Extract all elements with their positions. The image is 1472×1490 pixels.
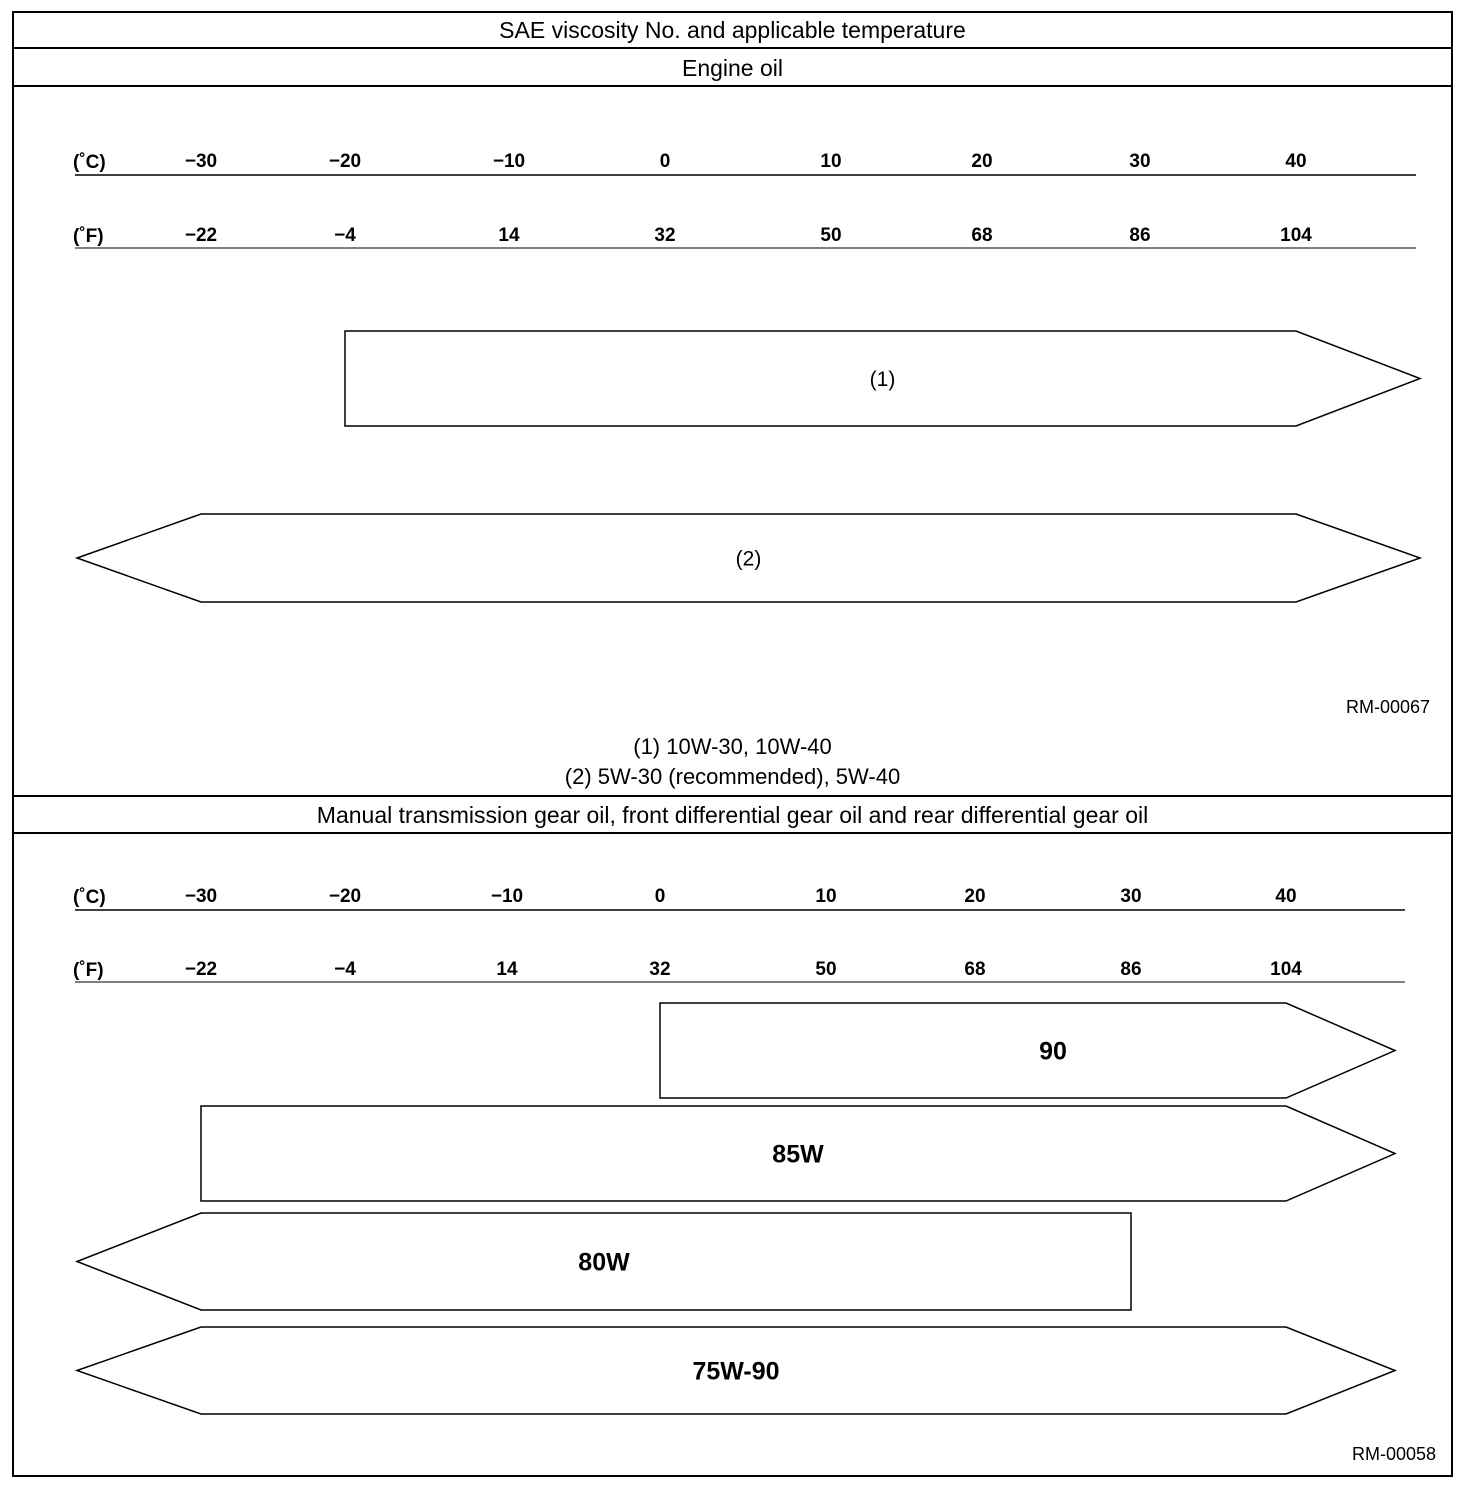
engine-celsius-tick-label: 10 <box>820 151 842 172</box>
divider <box>12 832 1453 834</box>
gear-viscosity-band <box>660 1003 1395 1098</box>
engine-fahrenheit-unit-label: (˚F) <box>73 226 104 247</box>
gear-celsius-tick-label: 40 <box>1275 886 1297 907</box>
gear-fahrenheit-tick-label: 104 <box>1270 959 1302 980</box>
engine-band-label: (1) <box>869 367 896 391</box>
engine-fahrenheit-tick-label: −22 <box>184 225 218 246</box>
engine-celsius-tick-label: 30 <box>1129 151 1151 172</box>
gear-fahrenheit-tick-label: 14 <box>496 959 518 980</box>
engine-oil-title: Engine oil <box>681 55 784 81</box>
engine-temperature-scale <box>73 151 1416 248</box>
gear-band-label: 80W <box>578 1248 630 1277</box>
gear-band-label: 75W-90 <box>692 1357 780 1386</box>
gear-fahrenheit-tick-label: 68 <box>964 959 986 980</box>
engine-celsius-tick-label: 20 <box>971 151 993 172</box>
gear-celsius-unit-label: (˚C) <box>73 887 106 908</box>
gear-fahrenheit-tick-label: −4 <box>334 959 356 980</box>
engine-fahrenheit-tick-label: 104 <box>1280 225 1312 246</box>
engine-fahrenheit-tick-label: 14 <box>498 225 520 246</box>
table-title: SAE viscosity No. and applicable temperature <box>499 17 966 43</box>
gear-fahrenheit-tick-label: −22 <box>184 959 218 980</box>
engine-fahrenheit-tick-label: −4 <box>334 225 356 246</box>
gear-band-label: 90 <box>1039 1037 1067 1066</box>
gear-celsius-tick-label: −20 <box>328 886 362 907</box>
engine-celsius-tick-label: −20 <box>328 151 362 172</box>
engine-celsius-tick-label: 40 <box>1285 151 1307 172</box>
gear-fahrenheit-tick-label: 50 <box>815 959 837 980</box>
gear-fahrenheit-tick-label: 86 <box>1120 959 1142 980</box>
gear-fahrenheit-tick-label: 32 <box>649 959 671 980</box>
gear-celsius-tick-label: −30 <box>184 886 218 907</box>
gear-celsius-tick-label: 30 <box>1120 886 1142 907</box>
engine-fahrenheit-tick-label: 32 <box>654 225 676 246</box>
engine-band-label: (2) <box>735 547 762 571</box>
gear-fahrenheit-unit-label: (˚F) <box>73 960 104 981</box>
gear-oil-title: Manual transmission gear oil, front differential gear oil and rear differential gear oil <box>316 802 1149 828</box>
engine-celsius-tick-label: 0 <box>659 151 671 172</box>
engine-celsius-tick-label: −10 <box>492 151 526 172</box>
gear-celsius-tick-label: −10 <box>490 886 524 907</box>
engine-legend-line-2: (2) 5W-30 (recommended), 5W-40 <box>564 764 901 789</box>
engine-celsius-unit-label: (˚C) <box>73 152 106 173</box>
engine-fahrenheit-tick-label: 50 <box>820 225 842 246</box>
gear-celsius-tick-label: 0 <box>654 886 666 907</box>
gear-temperature-scale <box>73 886 1405 982</box>
gear-celsius-tick-label: 10 <box>815 886 837 907</box>
engine-fahrenheit-tick-label: 68 <box>971 225 993 246</box>
gear-figure-code: RM-00058 <box>1352 1444 1437 1464</box>
engine-figure-code: RM-00067 <box>1346 697 1431 717</box>
engine-fahrenheit-tick-label: 86 <box>1129 225 1151 246</box>
engine-legend-line-1: (1) 10W-30, 10W-40 <box>633 734 832 759</box>
gear-celsius-tick-label: 20 <box>964 886 986 907</box>
gear-band-label: 85W <box>772 1140 824 1169</box>
engine-celsius-tick-label: −30 <box>184 151 218 172</box>
